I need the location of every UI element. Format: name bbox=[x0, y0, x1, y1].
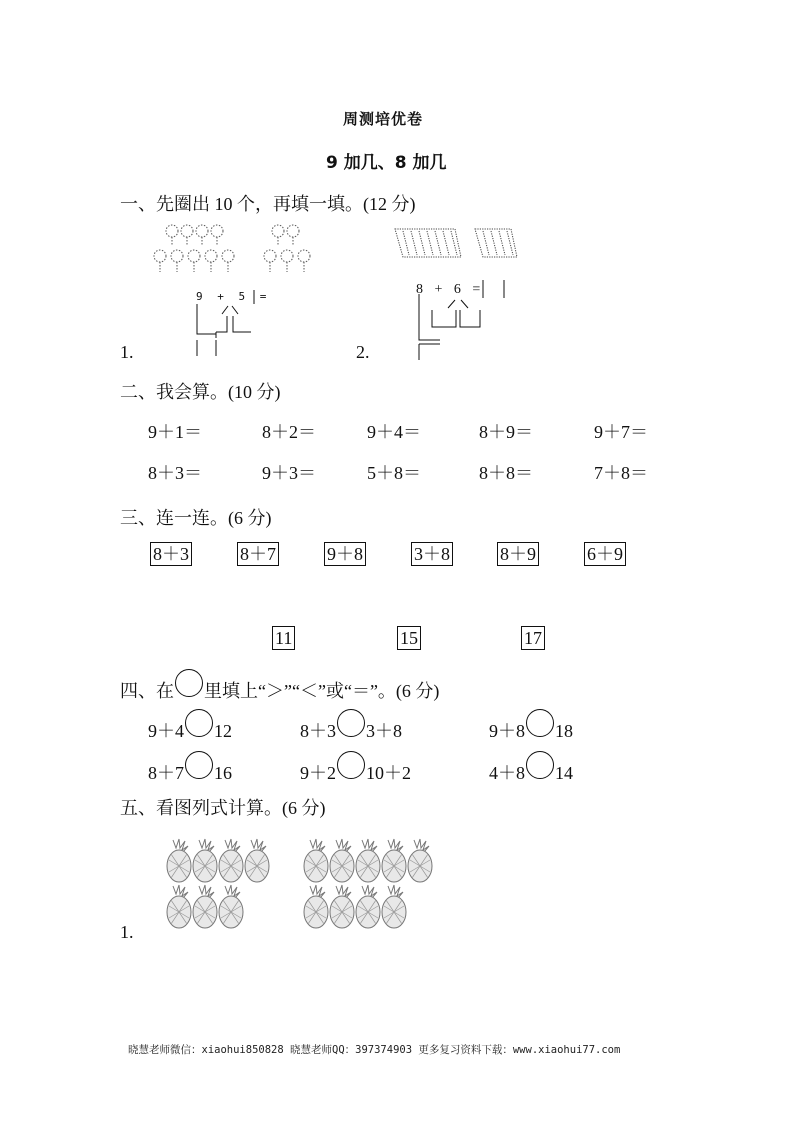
compare-right: 18 bbox=[555, 721, 573, 741]
compare-circle-input[interactable] bbox=[526, 751, 554, 779]
match-expression-box[interactable]: 8＋9 bbox=[497, 542, 539, 566]
compare-item bbox=[489, 715, 573, 743]
match-answer-box[interactable]: 15 bbox=[397, 626, 421, 650]
calc-item: 9＋7＝ bbox=[594, 422, 648, 442]
compare-right: 12 bbox=[214, 721, 232, 741]
pineapples-picture-right bbox=[302, 838, 442, 938]
compare-item bbox=[300, 715, 402, 743]
match-expression-box[interactable]: 3＋8 bbox=[411, 542, 453, 566]
item1-addend-b: 5 bbox=[238, 290, 246, 303]
calc-item: 8＋3＝ bbox=[148, 463, 202, 483]
section-4-heading-pre: 四、在 bbox=[120, 681, 174, 701]
circle-icon bbox=[175, 669, 203, 697]
compare-item bbox=[300, 757, 411, 785]
footer-contact: 晓慧老师微信：xiaohui850828 晓慧老师QQ：397374903 更多复习资料下载：www.xiaohui77.com bbox=[128, 1044, 621, 1056]
compare-right: 14 bbox=[555, 763, 573, 783]
compare-circle-input[interactable] bbox=[337, 751, 365, 779]
section-3-heading: 三、连一连。(6 分) bbox=[120, 508, 272, 528]
item2-addend-b: 6 bbox=[453, 282, 461, 297]
compare-right: 16 bbox=[214, 763, 232, 783]
pineapples-picture-left bbox=[165, 838, 280, 938]
compare-left: 9＋2 bbox=[300, 763, 336, 783]
brushes-picture bbox=[393, 227, 523, 264]
compare-item bbox=[148, 757, 232, 785]
calc-item: 9＋1＝ bbox=[148, 422, 202, 442]
match-expression-box[interactable]: 9＋8 bbox=[324, 542, 366, 566]
compare-item bbox=[489, 757, 573, 785]
match-expression-box[interactable]: 8＋3 bbox=[150, 542, 192, 566]
section-5-heading: 五、看图列式计算。(6 分) bbox=[120, 798, 326, 818]
compare-circle-input[interactable] bbox=[185, 709, 213, 737]
flowers-picture bbox=[150, 222, 320, 282]
page-subtitle: 9 加几、8 加几 bbox=[326, 153, 447, 173]
compare-item bbox=[148, 715, 232, 743]
match-expression-box[interactable]: 8＋7 bbox=[237, 542, 279, 566]
calc-item: 5＋8＝ bbox=[367, 463, 421, 483]
item2-label: 2. bbox=[356, 342, 370, 362]
compare-circle-input[interactable] bbox=[185, 751, 213, 779]
calc-item: 8＋2＝ bbox=[262, 422, 316, 442]
compare-left: 8＋3 bbox=[300, 721, 336, 741]
compare-left: 9＋8 bbox=[489, 721, 525, 741]
compare-right: 3＋8 bbox=[366, 721, 402, 741]
item2-addend-a: 8 bbox=[416, 282, 423, 297]
calc-item: 9＋3＝ bbox=[262, 463, 316, 483]
page-title: 周测培优卷 bbox=[343, 110, 424, 128]
compare-circle-input[interactable] bbox=[526, 709, 554, 737]
section-5-item1-label: 1. bbox=[120, 922, 134, 942]
compare-left: 4＋8 bbox=[489, 763, 525, 783]
section-4-heading-post: 里填上“＞”“＜”或“＝”。(6 分) bbox=[204, 681, 440, 701]
item2-decomposition-diagram bbox=[418, 280, 518, 365]
compare-circle-input[interactable] bbox=[337, 709, 365, 737]
match-expression-box[interactable]: 6＋9 bbox=[584, 542, 626, 566]
match-answer-box[interactable]: 17 bbox=[521, 626, 545, 650]
item1-label: 1. bbox=[120, 342, 134, 362]
calc-item: 9＋4＝ bbox=[367, 422, 421, 442]
calc-item: 7＋8＝ bbox=[594, 463, 648, 483]
compare-right: 10＋2 bbox=[366, 763, 411, 783]
compare-left: 9＋4 bbox=[148, 721, 184, 741]
item1-addend-a: 9 bbox=[196, 290, 203, 303]
calc-item: 8＋9＝ bbox=[479, 422, 533, 442]
item1-decomposition-diagram bbox=[196, 286, 266, 366]
section-1-heading: 一、先圈出 10 个，再填一填。(12 分) bbox=[120, 194, 416, 214]
item2-plus: + bbox=[434, 282, 443, 297]
item1-plus: + bbox=[217, 290, 224, 303]
item1-equals: = bbox=[259, 290, 267, 303]
match-answer-box[interactable]: 11 bbox=[272, 626, 295, 650]
section-2-heading: 二、我会算。(10 分) bbox=[120, 382, 281, 402]
section-4-heading bbox=[120, 675, 439, 703]
compare-left: 8＋7 bbox=[148, 763, 184, 783]
item2-equals: = bbox=[472, 282, 481, 297]
calc-item: 8＋8＝ bbox=[479, 463, 533, 483]
